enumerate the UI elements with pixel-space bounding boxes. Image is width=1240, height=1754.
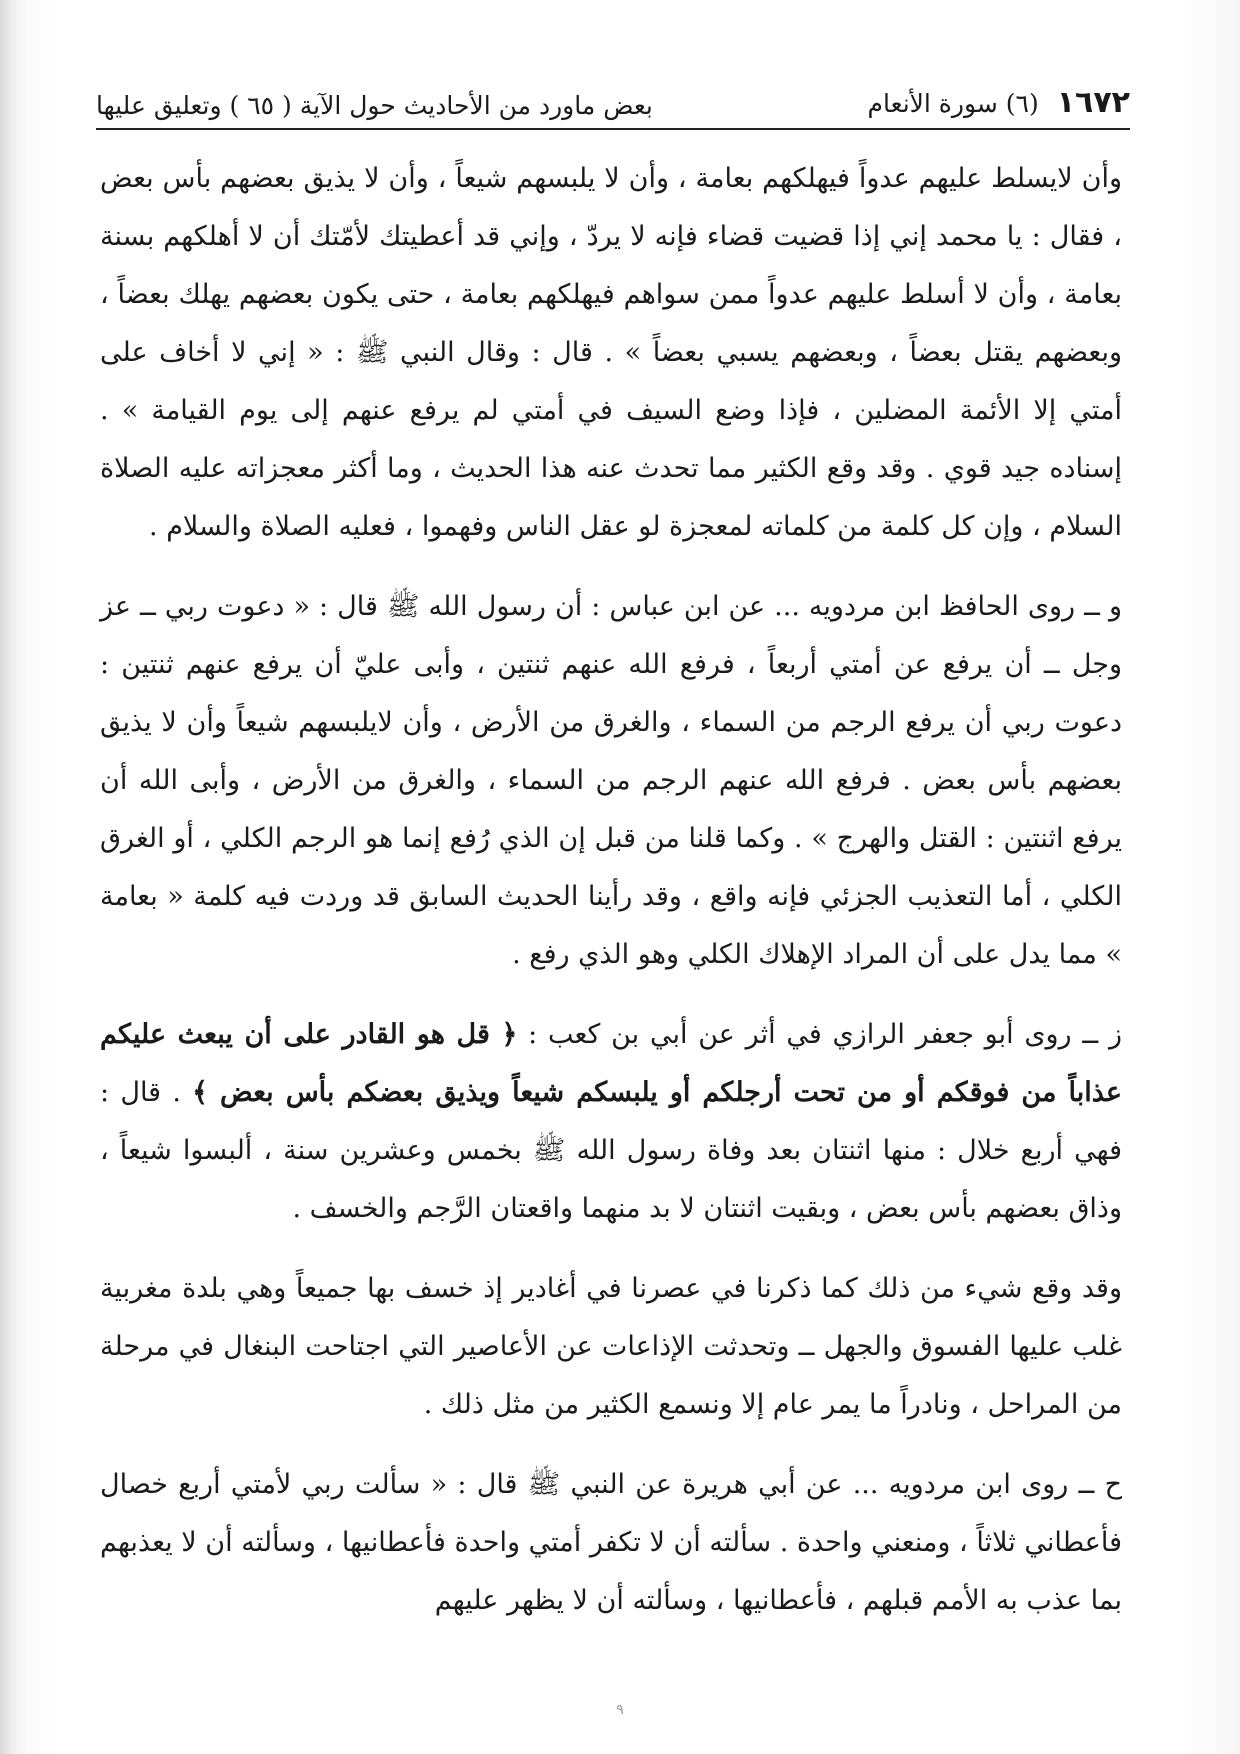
paragraph-4: وقد وقع شيء من ذلك كما ذكرنا في عصرنا في أغادير إذ خسف بها جميعاً وهي بلدة مغربية غلب عليها الفسوق والجهل ــ وتحدثت الإذاعات عن الأعاصير التي اجتاحت البنغال في مرحلة من المراحل ، ونادراً ما يمر عام إلا ونسمع الكثير من مثل ذلك . [100, 1273, 1122, 1420]
paragraph-2: و ــ روى الحافظ ابن مردويه ... عن ابن عباس : أن رسول الله ﷺ قال : « دعوت ربي ــ عز وجل ــ أن يرفع عن أمتي أربعاً ، فرفع الله عنهم ثنتين ، وأبى عليّ أن يرفع عنهم ثنتين : دعوت ربي أن يرفع الرجم من السماء ، والغرق من الأرض ، وأن لايلبسهم شيعاً وأن لا يذيق بعضهم بأس بعض . فرفع الله عنهم الرجم من السماء ، والغرق من الأرض ، وأبى الله أن يرفع اثنتين : القتل والهرج » . وكما قلنا من قبل إن الذي رُفع إنما هو الرجم الكلي ، أو الغرق الكلي ، أما التعذيب الجزئي فإنه واقع ، وقد رأينا الحديث السابق قد وردت فيه كلمة « بعامة » مما يدل على أن المراد الإهلاك الكلي وهو الذي رفع . [100, 591, 1122, 970]
running-title: بعض ماورد من الأحاديث حول الآية ( ٦٥ ) وتعليق عليها [96, 91, 653, 120]
quran-verse-quote: ﴿ قل هو القادر على أن يبعث عليكم عذاباً من فوقكم أو من تحت أرجلكم أو يلبسكم شيعاً ويذيق بعضكم بأس بعض ﴾ [100, 1019, 1122, 1108]
page-header [96, 60, 1130, 130]
surah-title: (٦) سورة الأنعام [867, 89, 1039, 118]
paragraph-3-intro: ز ــ روى أبو جعفر الرازي في أثر عن أبي بن كعب : [517, 1019, 1122, 1050]
paragraph-3-rest: . قال : فهي أربع خلال : منها اثنتان بعد وفاة رسول الله ﷺ بخمس وعشرين سنة ، ألبسوا شيعاً ، وذاق بعضهم بأس بعض ، وبقيت اثنتان لا بد منهما واقعتان الرَّجم والخسف . [100, 1077, 1122, 1224]
footer-mark: ٩ [616, 1702, 624, 1718]
paragraph-3 [100, 1006, 1122, 1238]
paragraph-1: وأن لايسلط عليهم عدواً فيهلكهم بعامة ، وأن لا يلبسهم شيعاً ، وأن لا يذيق بعضهم بأس بعض ، فقال : يا محمد إني إذا قضيت قضاء فإنه لا يردّ ، وإني قد أعطيتك لأمّتك أن لا أهلكهم بسنة بعامة ، وأن لا أسلط عليهم عدواً ممن سواهم فيهلكهم بعامة ، حتى يكون بعضهم يهلك بعضاً ، وبعضهم يقتل بعضاً ، وبعضهم يسبي بعضاً » . قال : وقال النبي ﷺ : « إني لا أخاف على أمتي إلا الأئمة المضلين ، فإذا وضع السيف في أمتي لم يرفع عنهم إلى يوم القيامة » . إسناده جيد قوي . وقد وقع الكثير مما تحدث عنه هذا الحديث ، وما أكثر معجزاته عليه الصلاة السلام ، وإن كل كلمة من كلماته لمعجزة لو عقل الناس وفهموا ، فعليه الصلاة والسلام . [100, 163, 1122, 542]
header-right-group [868, 85, 1130, 120]
paragraph-5: ح ــ روى ابن مردويه ... عن أبي هريرة عن النبي ﷺ قال : « سألت ربي لأمتي أربع خصال فأعطاني ثلاثاً ، ومنعني واحدة . سألته أن لا تكفر أمتي واحدة فأعطانيها ، وسألته أن لا يعذبهم بما عذب به الأمم قبلهم ، فأعطانيها ، وسألته أن لا يظهر عليهم [100, 1469, 1122, 1616]
page-number: ١٦٧٢ [1056, 85, 1130, 120]
page-body [100, 150, 1122, 1652]
